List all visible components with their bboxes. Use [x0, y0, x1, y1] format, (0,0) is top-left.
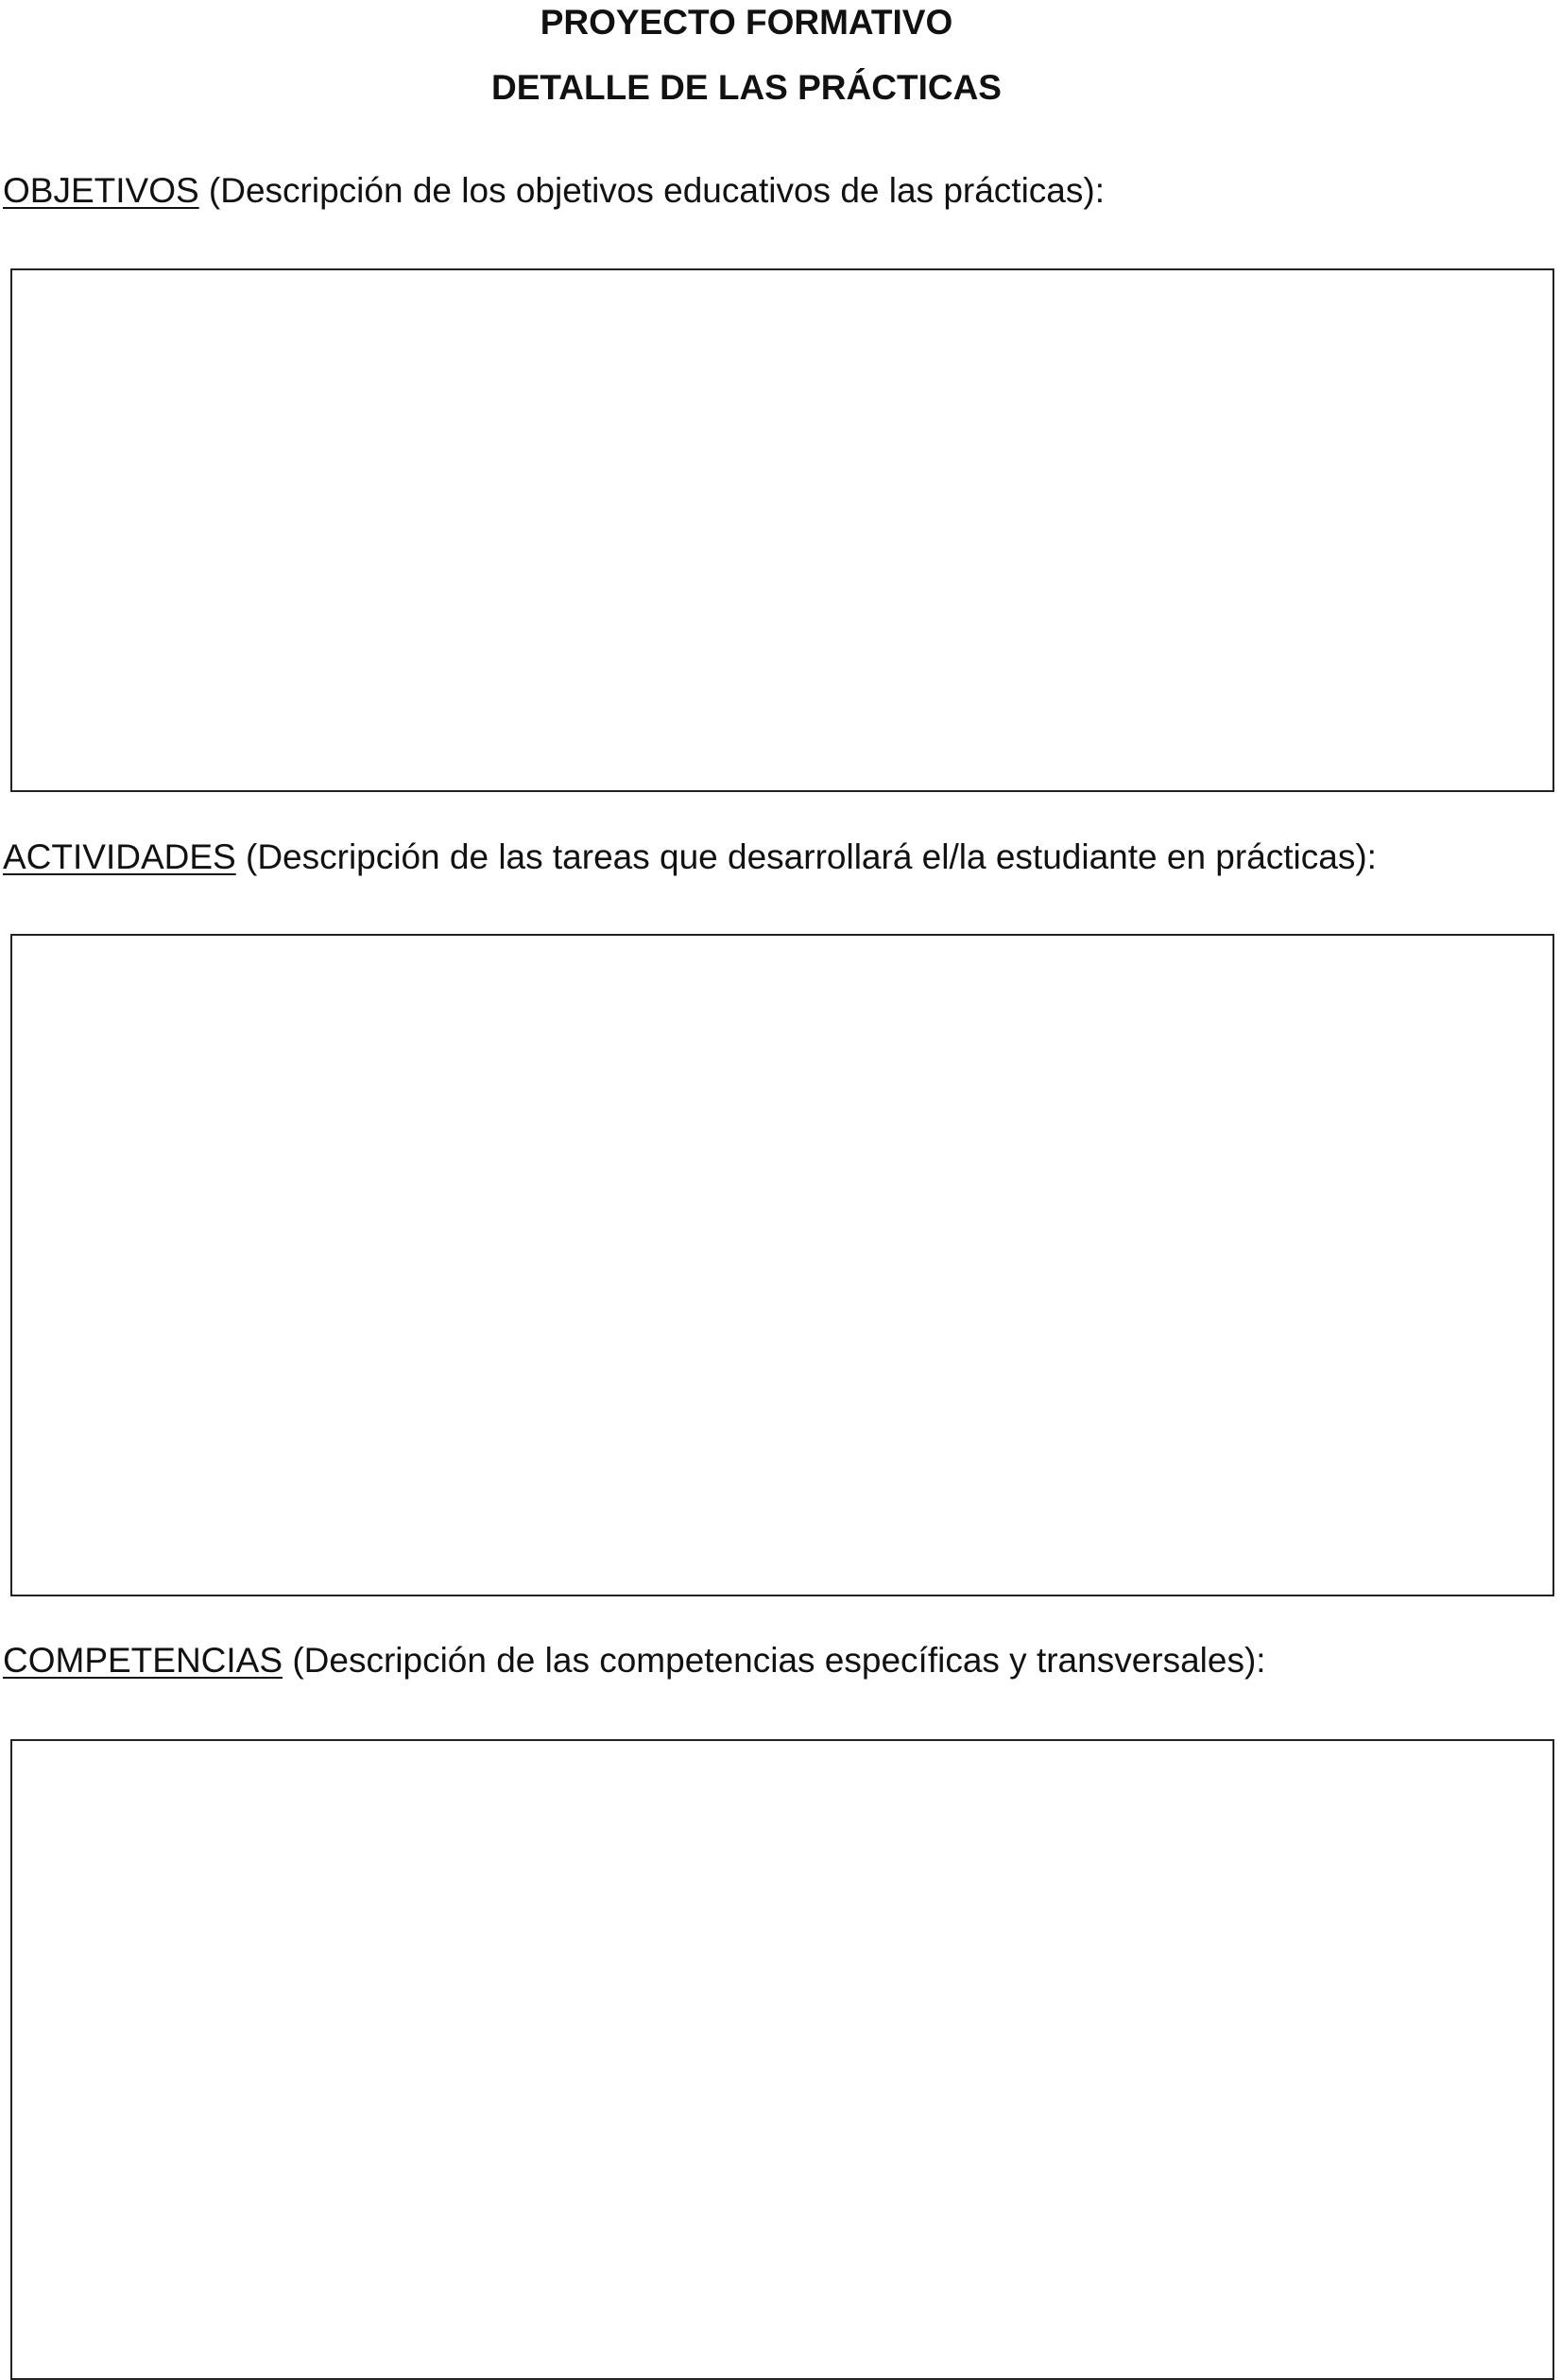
competencias-text-box[interactable] — [10, 1739, 1554, 2380]
section-heading-competencias: COMPETENCIAS — [3, 1641, 283, 1680]
section-description-objetivos: (Descripción de los objetivos educativos de las prácticas): — [198, 171, 1105, 210]
section-heading-actividades: ACTIVIDADES — [3, 837, 236, 876]
document-subtitle: DETALLE DE LAS PRÁCTICAS — [491, 68, 1002, 107]
section-label-actividades — [3, 836, 1377, 878]
section-description-actividades: (Descripción de las tareas que desarrollará el/la estudiante en prácticas): — [235, 837, 1377, 876]
section-label-objetivos — [3, 170, 1105, 212]
actividades-text-box[interactable] — [10, 934, 1554, 1596]
document-title: PROYECTO FORMATIVO — [540, 3, 953, 42]
section-description-competencias: (Descripción de las competencias específicas y transversales): — [283, 1641, 1266, 1680]
objetivos-text-box[interactable] — [10, 268, 1554, 792]
section-heading-objetivos: OBJETIVOS — [3, 171, 199, 210]
section-label-competencias — [3, 1640, 1266, 1682]
